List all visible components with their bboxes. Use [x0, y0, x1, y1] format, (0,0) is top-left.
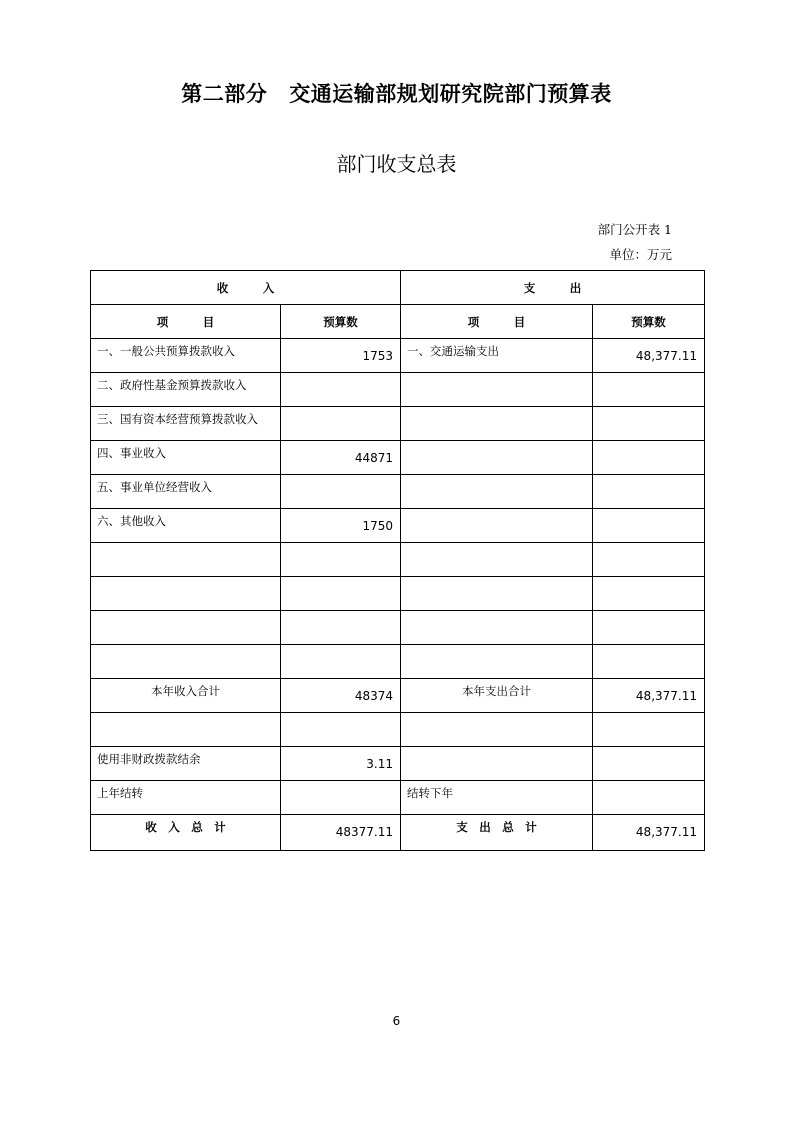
table-row: [91, 747, 705, 781]
expense-item-cell: [401, 407, 593, 441]
table-row: [91, 509, 705, 543]
income-item-column-header: 项 目: [91, 305, 281, 339]
expense-amount-cell: [593, 747, 705, 781]
expense-amount-cell: [593, 475, 705, 509]
income-total-amount: 48377.11: [281, 815, 401, 851]
page-title: [0, 78, 793, 108]
table-row: [91, 713, 705, 747]
income-total-label: 收 入 总 计: [91, 815, 281, 851]
income-amount-cell: [281, 781, 401, 815]
expense-amount-cell: [593, 441, 705, 475]
table-row: [91, 611, 705, 645]
income-amount-cell: 1753: [281, 339, 401, 373]
income-item-cell: 二、政府性基金预算拨款收入: [91, 373, 281, 407]
table-row: [91, 781, 705, 815]
income-amount-cell: 1750: [281, 509, 401, 543]
income-item-cell: [91, 577, 281, 611]
income-header: 收 入: [91, 271, 401, 305]
expense-item-cell: [401, 747, 593, 781]
expense-amount-cell: [593, 509, 705, 543]
document-title: 交通运输部规划研究院部门预算表: [289, 82, 612, 106]
expense-amount-cell: [593, 407, 705, 441]
expense-amount-cell: [593, 373, 705, 407]
expense-amount-cell: [593, 781, 705, 815]
column-header-row: [91, 305, 705, 339]
expense-amount-cell: [593, 645, 705, 679]
income-item-cell: 一、一般公共预算拨款收入: [91, 339, 281, 373]
income-amount-cell: [281, 407, 401, 441]
table-row: [91, 645, 705, 679]
expense-budget-column-header: 预算数: [593, 305, 705, 339]
page-number: 6: [392, 1014, 401, 1028]
income-item-cell: [91, 611, 281, 645]
expense-item-cell: [401, 645, 593, 679]
budget-table: [90, 270, 705, 851]
income-item-cell: 四、事业收入: [91, 441, 281, 475]
income-amount-cell: [281, 645, 401, 679]
income-item-cell: [91, 645, 281, 679]
expense-amount-cell: 48,377.11: [593, 339, 705, 373]
expense-item-column-header: 项 目: [401, 305, 593, 339]
income-amount-cell: [281, 373, 401, 407]
expense-amount-cell: [593, 577, 705, 611]
income-budget-column-header: 预算数: [281, 305, 401, 339]
expense-total-label: 支 出 总 计: [401, 815, 593, 851]
expense-amount-cell: [593, 713, 705, 747]
expense-subtotal-label: 本年支出合计: [401, 679, 593, 713]
income-item-cell: 使用非财政拨款结余: [91, 747, 281, 781]
table-row: [91, 407, 705, 441]
expense-item-cell: [401, 713, 593, 747]
table-row: [91, 475, 705, 509]
subtotal-row: [91, 679, 705, 713]
expense-amount-cell: [593, 611, 705, 645]
income-item-cell: 上年结转: [91, 781, 281, 815]
unit-label: 单位：万元: [609, 247, 672, 262]
income-amount-cell: 3.11: [281, 747, 401, 781]
expense-item-cell: 结转下年: [401, 781, 593, 815]
part-label: 第二部分: [181, 82, 268, 106]
income-amount-cell: [281, 543, 401, 577]
grand-total-row: [91, 815, 705, 851]
expense-item-cell: [401, 475, 593, 509]
income-amount-cell: [281, 713, 401, 747]
expense-item-cell: 一、交通运输支出: [401, 339, 593, 373]
form-number: 部门公开表 1: [597, 222, 672, 237]
income-item-cell: [91, 543, 281, 577]
expense-item-cell: [401, 441, 593, 475]
expense-item-cell: [401, 509, 593, 543]
table-row: [91, 577, 705, 611]
expense-item-cell: [401, 373, 593, 407]
table-row: [91, 339, 705, 373]
section-header-row: [91, 271, 705, 305]
income-amount-cell: 44871: [281, 441, 401, 475]
income-item-cell: 三、国有资本经营预算拨款收入: [91, 407, 281, 441]
income-item-cell: 五、事业单位经营收入: [91, 475, 281, 509]
income-amount-cell: [281, 577, 401, 611]
expense-amount-cell: [593, 543, 705, 577]
expense-item-cell: [401, 543, 593, 577]
income-amount-cell: [281, 475, 401, 509]
expense-subtotal-amount: 48,377.11: [593, 679, 705, 713]
income-item-cell: [91, 713, 281, 747]
table-row: [91, 441, 705, 475]
expense-item-cell: [401, 577, 593, 611]
table-row: [91, 543, 705, 577]
income-item-cell: 六、其他收入: [91, 509, 281, 543]
expense-header: 支 出: [401, 271, 705, 305]
expense-item-cell: [401, 611, 593, 645]
expense-total-amount: 48,377.11: [593, 815, 705, 851]
income-amount-cell: [281, 611, 401, 645]
income-subtotal-amount: 48374: [281, 679, 401, 713]
income-subtotal-label: 本年收入合计: [91, 679, 281, 713]
table-title: 部门收支总表: [336, 152, 457, 176]
table-row: [91, 373, 705, 407]
